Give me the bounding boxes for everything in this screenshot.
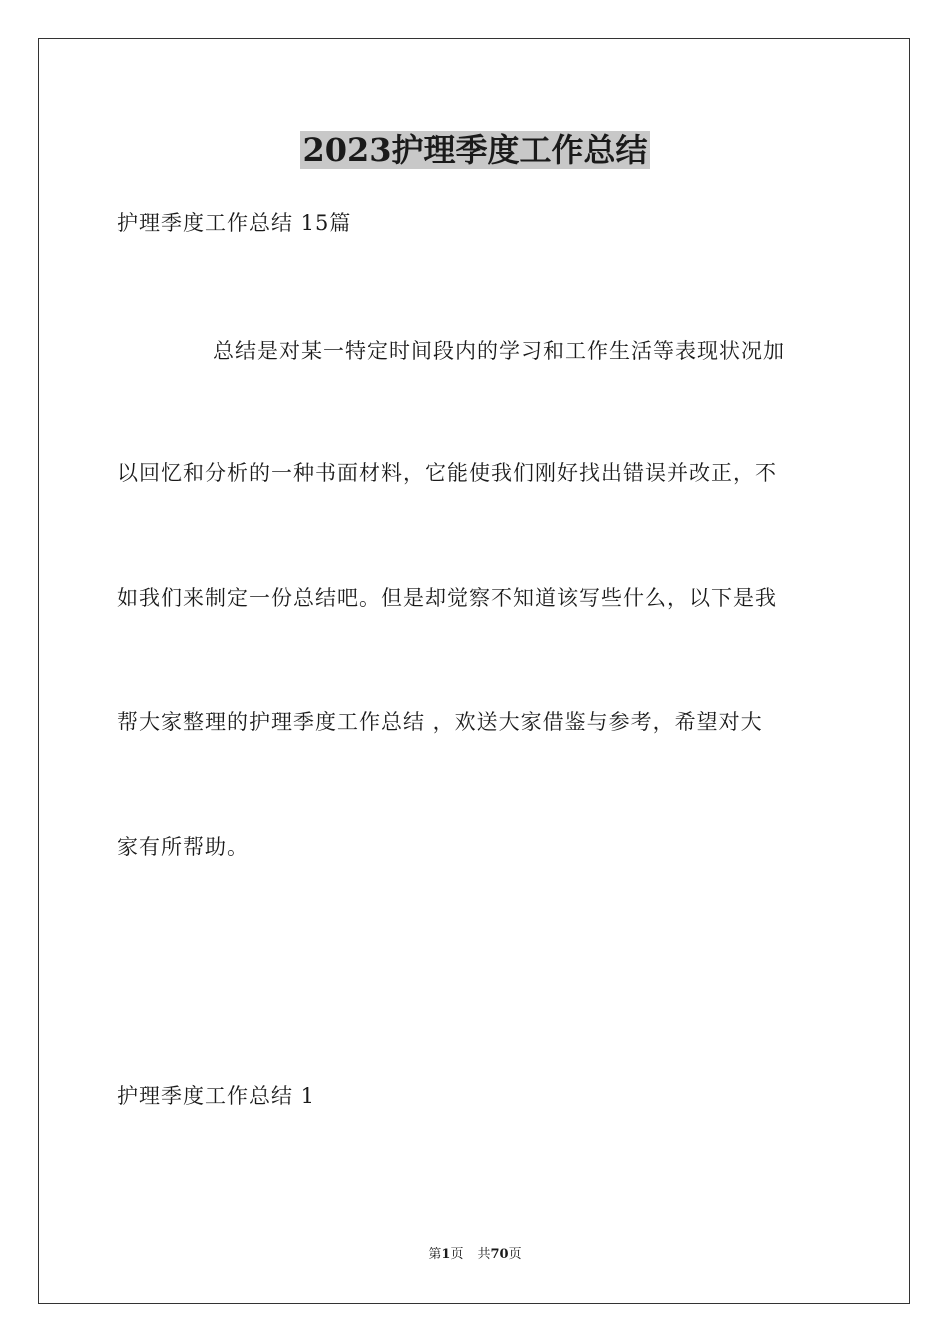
document-title: 2023护理季度工作总结: [302, 131, 648, 169]
footer-total-suffix: 页: [508, 1247, 522, 1262]
document-title-wrapper: [0, 128, 950, 172]
footer-page-suffix: 页: [450, 1247, 464, 1262]
footer-page-number: 1: [441, 1247, 451, 1262]
footer-total-pages: 70: [490, 1247, 509, 1262]
footer-page-prefix: 第: [428, 1247, 442, 1262]
document-subtitle: 护理季度工作总结 15篇: [117, 211, 352, 235]
page-footer: [0, 1246, 950, 1264]
paragraph-line-3: 如我们来制定一份总结吧。但是却觉察不知道该写些什么，以下是我: [117, 586, 777, 610]
paragraph-line-2: 以回忆和分析的一种书面材料，它能使我们刚好找出错误并改正，不: [117, 461, 777, 485]
section-heading: 护理季度工作总结 1: [117, 1084, 316, 1108]
paragraph-line-1: 总结是对某一特定时间段内的学习和工作生活等表现状况加: [213, 339, 785, 363]
paragraph-line-4: 帮大家整理的护理季度工作总结 ，欢送大家借鉴与参考，希望对大: [117, 710, 763, 734]
footer-total-prefix: 共: [477, 1247, 491, 1262]
paragraph-line-5: 家有所帮助。: [117, 835, 249, 859]
